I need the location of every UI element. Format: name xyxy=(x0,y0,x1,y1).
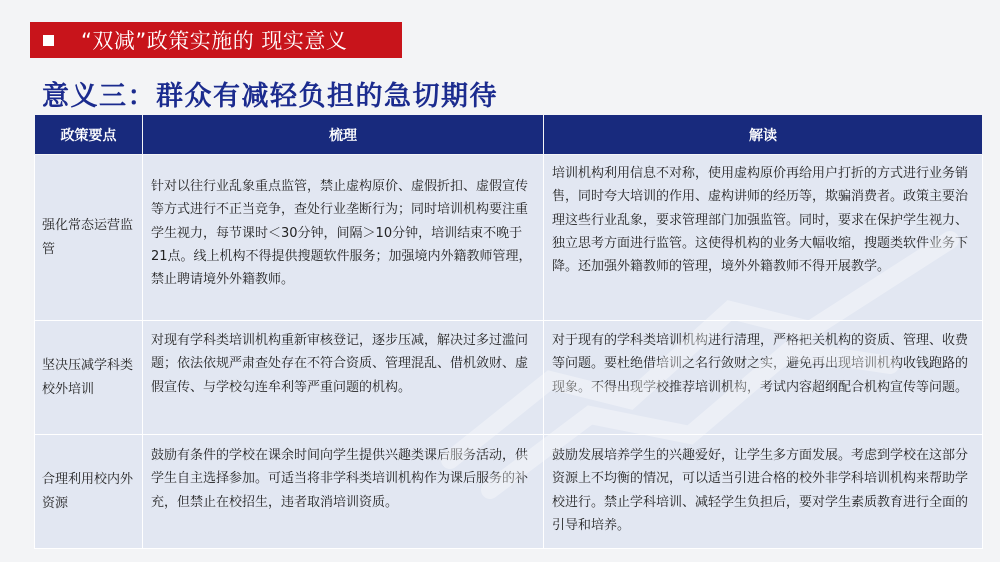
policy-point-cell xyxy=(35,155,143,321)
banner-title: “双减”政策实施的 现实意义 xyxy=(81,29,348,53)
interpretation-text: 鼓励发展培养学生的兴趣爱好，让学生多方面发展。考虑到学校在这部分资源上不均衡的情况，可以适当引进合格的校外非学科培训机构来帮助学校进行。禁止学科培训、减轻学生负担后，要对学生素质教育进行全面的引导和培养。 xyxy=(552,448,969,533)
table-header-row xyxy=(35,115,983,155)
header-policy-point: 政策要点 xyxy=(35,115,143,155)
policy-point-cell xyxy=(35,321,143,435)
summary-cell xyxy=(143,435,544,549)
policy-point-text: 强化常态运营监管 xyxy=(42,218,134,257)
table-row xyxy=(35,435,983,549)
interpretation-text: 对于现有的学科类培训机构进行清理，严格把关机构的资质、管理、收费等问题。要杜绝借培训之名行敛财之实，避免再出现培训机构收钱跑路的现象。不得出现学校推荐培训机构，考试内容超纲配合机构宣传等问题。 xyxy=(552,333,969,395)
interpretation-text: 培训机构利用信息不对称，使用虚构原价再给用户打折的方式进行业务销售，同时夸大培训的作用、虚构讲师的经历等，欺骗消费者。政策主要治理这些行业乱象，要求管理部门加强监管。同时，要求在保护学生视力、独立思考方面进行监管。这使得机构的业务大幅收缩，搜题类软件业务下降。还加强外籍教师的管理，境外外籍教师不得开展教学。 xyxy=(552,166,969,275)
interpretation-cell xyxy=(544,435,983,549)
summary-text: 对现有学科类培训机构重新审核登记，逐步压减，解决过多过滥问题；依法依规严肃查处存在不符合资质、管理混乱、借机敛财、虚假宣传、与学校勾连牟利等严重问题的机构。 xyxy=(151,333,529,395)
policy-point-text: 坚决压减学科类校外培训 xyxy=(42,358,134,397)
section-banner xyxy=(30,22,402,58)
header-summary: 梳理 xyxy=(143,115,544,155)
summary-cell xyxy=(143,155,544,321)
page-heading: 意义三：群众有减轻负担的急切期待 xyxy=(42,81,498,112)
policy-point-text: 合理利用校内外资源 xyxy=(42,472,134,511)
header-interpretation: 解读 xyxy=(544,115,983,155)
table-row xyxy=(35,155,983,321)
table-row xyxy=(35,321,983,435)
policy-point-cell xyxy=(35,435,143,549)
summary-cell xyxy=(143,321,544,435)
interpretation-cell xyxy=(544,155,983,321)
summary-text: 针对以往行业乱象重点监管，禁止虚构原价、虚假折扣、虚假宣传等方式进行不正当竞争，查处行业垄断行为；同时培训机构要注重学生视力，每节课时＜30分钟，间隔＞10分钟，培训结束不晚于21点。线上机构不得提供搜题软件服务；加强境内外籍教师管理，禁止聘请境外外籍教师。 xyxy=(151,179,532,288)
square-bullet-icon xyxy=(43,35,54,46)
policy-table xyxy=(34,114,983,549)
summary-text: 鼓励有条件的学校在课余时间向学生提供兴趣类课后服务活动，供学生自主选择参加。可适当将非学科类培训机构作为课后服务的补充，但禁止在校招生，违者取消培训资质。 xyxy=(151,448,529,510)
interpretation-cell xyxy=(544,321,983,435)
